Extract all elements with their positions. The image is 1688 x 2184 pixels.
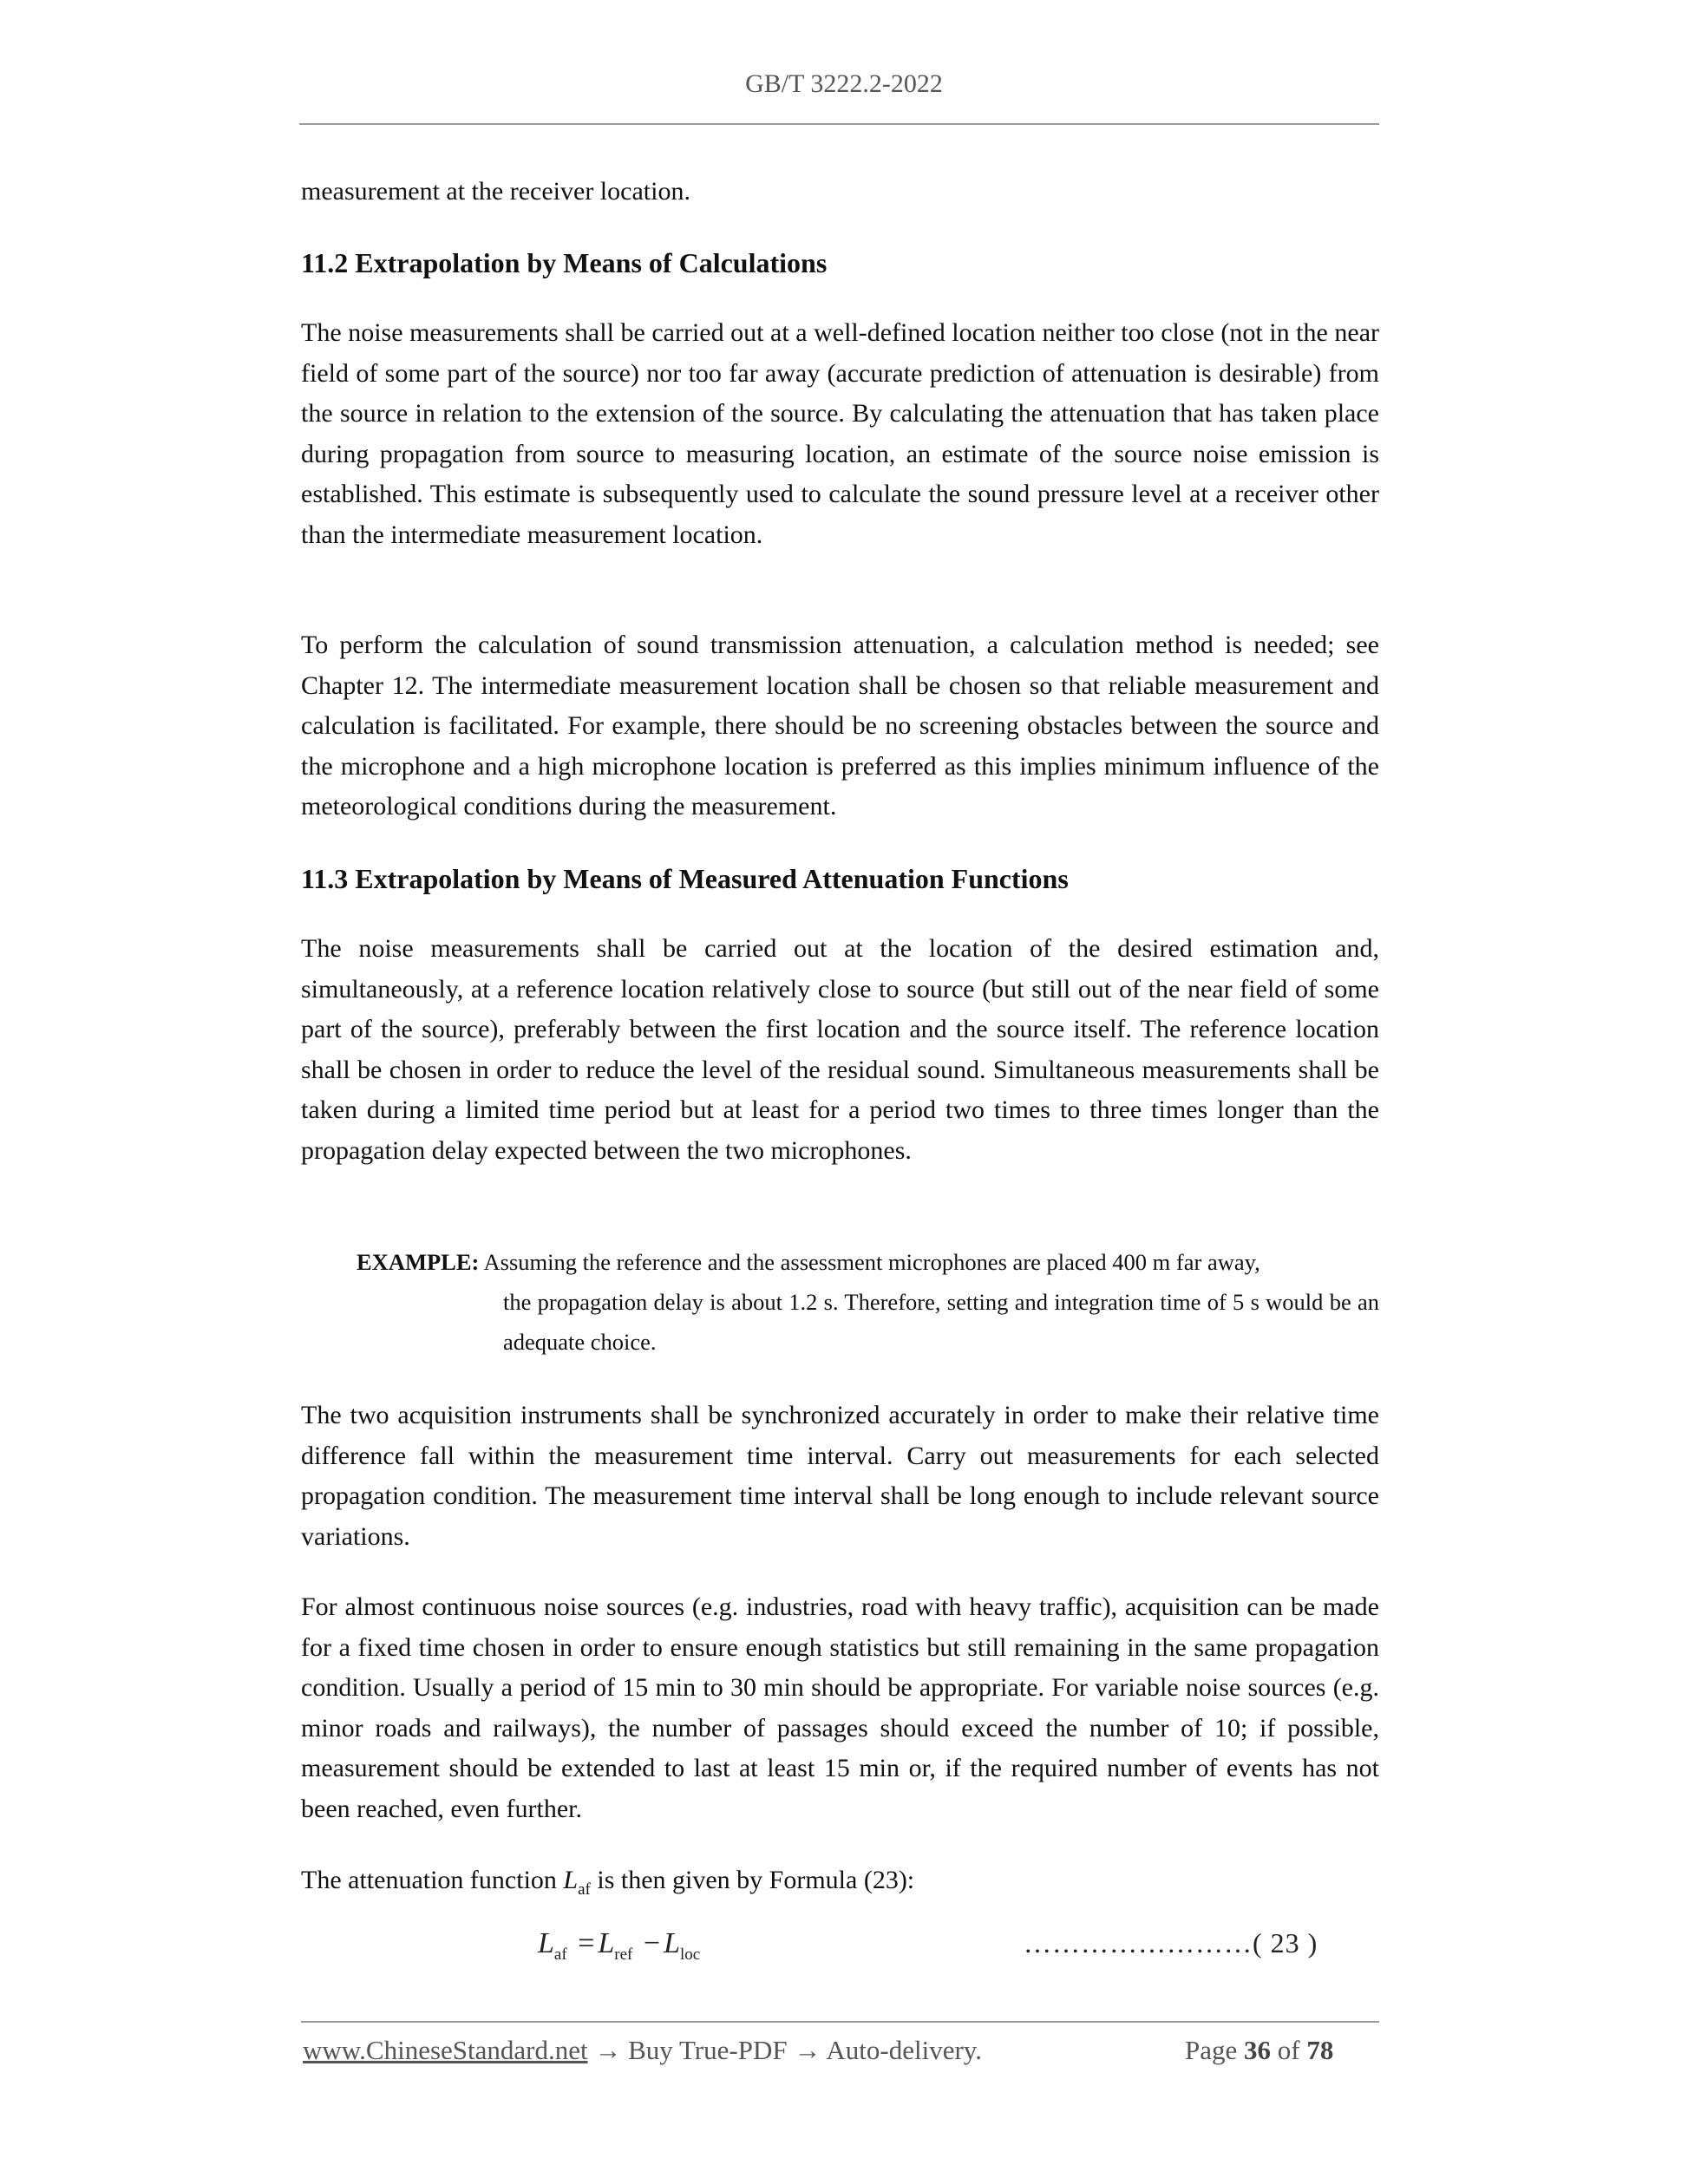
section-11-3-body [301, 929, 1379, 1171]
buy-true-pdf-text: Buy True-PDF [628, 2035, 788, 2065]
section-11-2-body [301, 313, 1379, 555]
formula-number: ……………………( 23 ) [1024, 1927, 1318, 1958]
formula-intro-text: The attenuation function [301, 1866, 564, 1894]
page-indicator: Page 36 of 78 [1185, 2035, 1334, 2065]
paragraph: The noise measurements shall be carried out at the location of the desired estimation and, simultaneously, at a reference location relatively close to source (but still out of the near field of some part of the source), preferably between the first location and the source itself. The reference location shall be chosen in order to reduce the level of the residual sound. Simultaneous measurements shall be taken during a limited time period but at least for a period two times to three times longer than the propagation delay expected between the two microphones. [301, 934, 1379, 1165]
formula-intro-text-end: is then given by Formula (23): [590, 1866, 915, 1894]
paragraph: The two acquisition instruments shall be synchronized accurately in order to make their relative time difference fall within the measurement time interval. Carry out measurements for each selected propagation condition. The measurement time interval shall be long enough to include relevant source variations. [301, 1401, 1379, 1551]
section-11-3-body-2 [301, 1396, 1379, 1557]
formula-intro [301, 1860, 1379, 1911]
variable-laf: $L_{af}$ [563, 1866, 591, 1899]
arrow-right-icon: → [787, 2035, 827, 2065]
example-text-rest: the propagation delay is about 1.2 s. Therefore, setting and integration time of 5 s would be an adequate choice. [503, 1289, 1379, 1355]
footer-promo [303, 2035, 982, 2066]
section-11-2-body-2 [301, 625, 1379, 827]
paragraph: For almost continuous noise sources (e.g. industries, road with heavy traffic), acquisition can be made for a fixed time chosen in order to ensure enough statistics but still remaining in the same propagation condition. Usually a period of 15 min to 30 min should be appropriate. For variable noise sources (e.g. minor roads and railways), the number of passages should exceed the number of 10; if possible, measurement should be extended to last at least 15 min or, if the required number of events has not been reached, even further. [301, 1592, 1379, 1823]
header-divider [299, 123, 1379, 125]
section-11-3 [301, 859, 1379, 899]
arrow-right-icon: → [587, 2035, 629, 2065]
paragraph: The noise measurements shall be carried out at a well-defined location neither too close (not in the near field of some part of the source) nor too far away (accurate prediction of attenuation is desirable) from the source in relation to the extension of the source. By calculating the attenuation that has taken place during propagation from source to measuring location, an estimate of the source noise emission is established. This estimate is subsequently used to calculate the sound pressure level at a receiver other than the intermediate measurement location. [301, 318, 1379, 549]
total-pages: 78 [1306, 2035, 1334, 2065]
section-heading-11-2: 11.2 Extrapolation by Means of Calculations [301, 247, 828, 278]
continuation-text [301, 172, 1379, 213]
section-heading-11-3: 11.3 Extrapolation by Means of Measured Attenuation Functions [301, 863, 1069, 894]
document-header-title: GB/T 3222.2-2022 [745, 69, 943, 98]
section-11-2 [301, 243, 1379, 283]
chinesestandard-link[interactable]: www.ChineseStandard.net [303, 2035, 588, 2065]
current-page: 36 [1244, 2035, 1272, 2065]
paragraph: To perform the calculation of sound transmission attenuation, a calculation method is needed; see Chapter 12. The intermediate measurement location shall be chosen so that reliable measurement and calculation is facilitated. For example, there should be no screening obstacles between the source and the microphone and a high microphone location is preferred as this implies minimum influence of the meteorological conditions during the measurement. [301, 631, 1379, 821]
auto-delivery-text: Auto-delivery. [826, 2035, 983, 2065]
formula-23: $L_{af} = L_{ref} - L_{loc}$ [538, 1927, 701, 1964]
example-text-line1: Assuming the reference and the assessment microphones are placed 400 m far away, [483, 1249, 1260, 1275]
section-11-3-body-3 [301, 1587, 1379, 1829]
footer-divider [301, 2021, 1379, 2023]
example-label: EXAMPLE: [357, 1249, 480, 1275]
example-note [357, 1242, 1379, 1362]
continuation-paragraph: measurement at the receiver location. [301, 177, 690, 206]
